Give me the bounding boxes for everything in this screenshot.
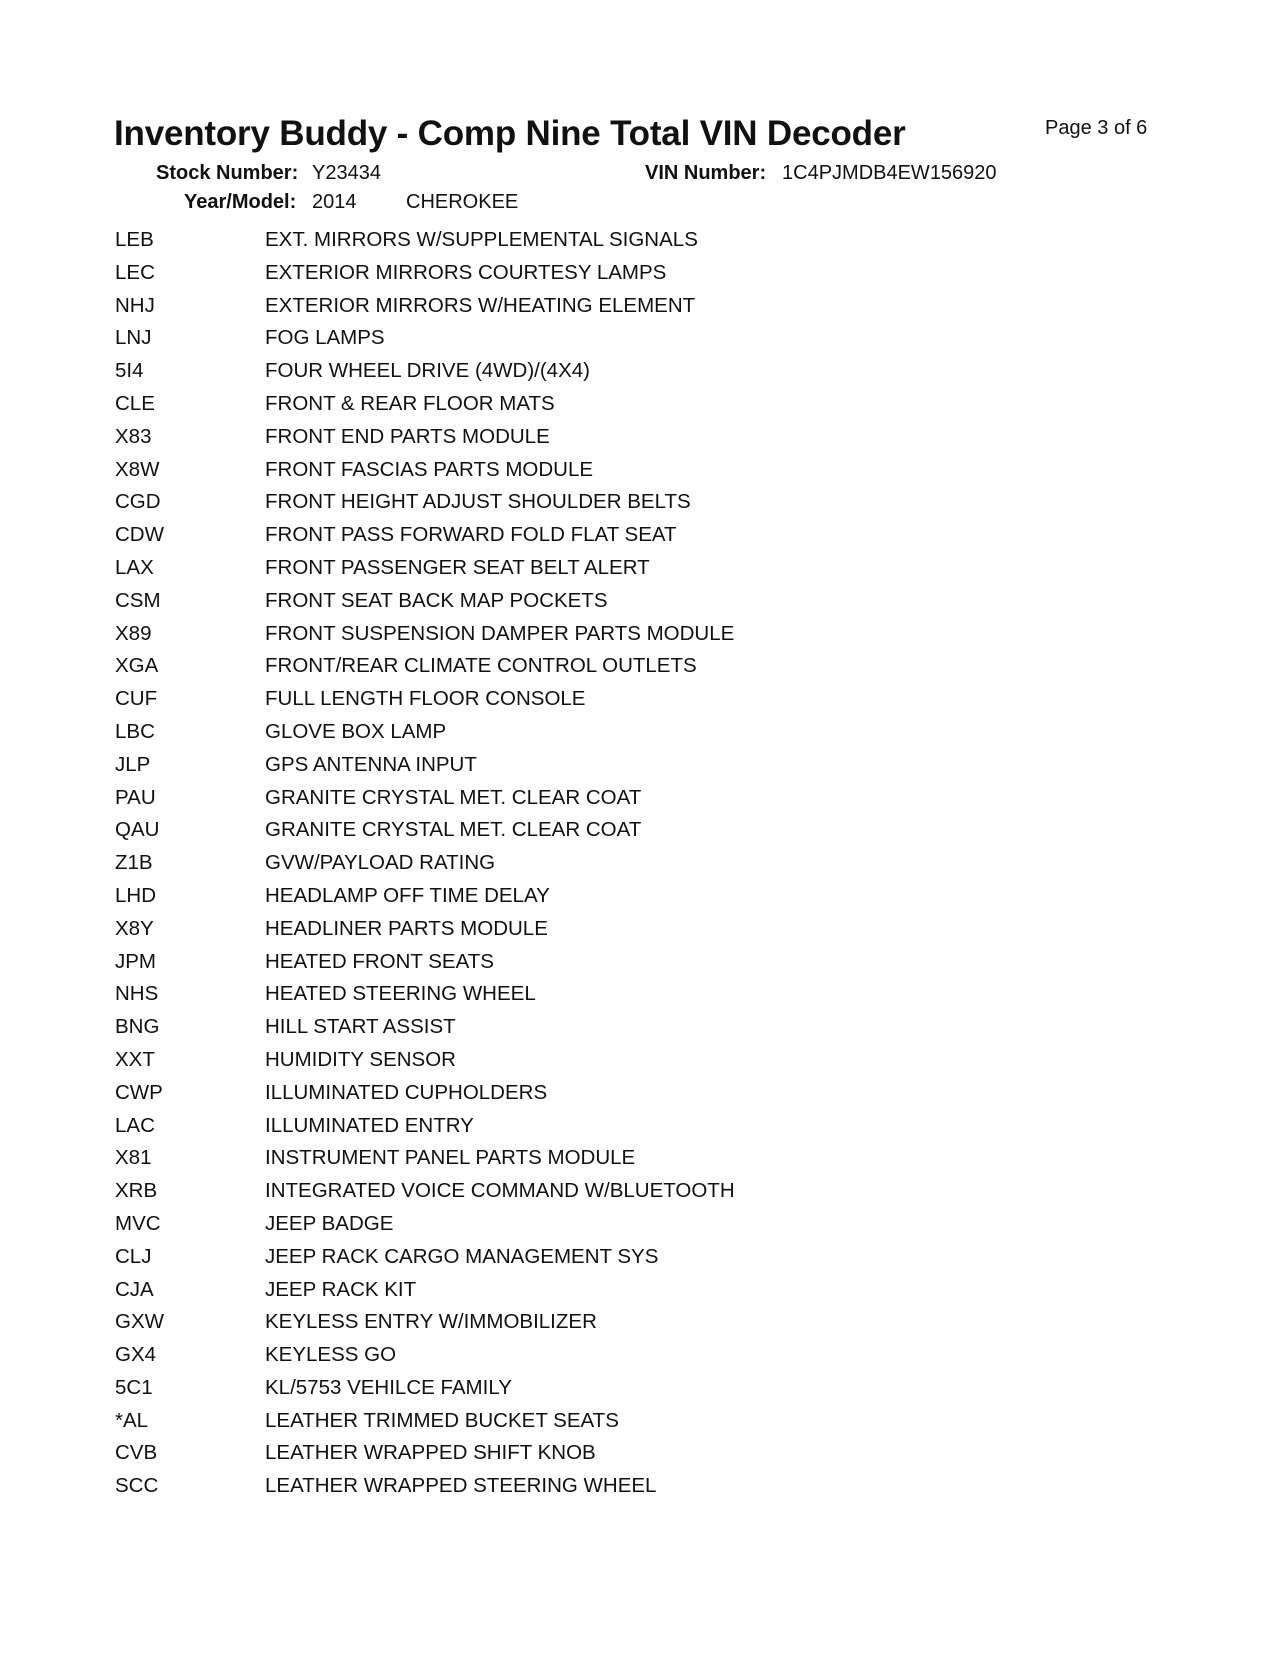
- option-row: [0, 1310, 1280, 1343]
- option-code: XGA: [115, 654, 159, 678]
- page-title: Inventory Buddy - Comp Nine Total VIN Decoder: [114, 114, 906, 153]
- model-value: CHEROKEE: [406, 191, 519, 213]
- option-description: LEATHER WRAPPED SHIFT KNOB: [265, 1441, 596, 1465]
- option-description: EXTERIOR MIRRORS W/HEATING ELEMENT: [265, 293, 696, 317]
- option-description: LEATHER TRIMMED BUCKET SEATS: [265, 1408, 619, 1432]
- option-description: FOG LAMPS: [265, 326, 385, 350]
- option-row: [0, 622, 1280, 655]
- year-model-label: Year/Model:: [184, 191, 297, 213]
- option-code: CLJ: [115, 1244, 152, 1268]
- option-code: CWP: [115, 1080, 163, 1104]
- option-description: HEADLINER PARTS MODULE: [265, 916, 548, 940]
- option-code: CVB: [115, 1441, 158, 1465]
- option-code: CJA: [115, 1277, 154, 1301]
- option-code: Z1B: [115, 851, 153, 875]
- page-indicator: Page 3 of 6: [1045, 117, 1148, 139]
- option-description: GRANITE CRYSTAL MET. CLEAR COAT: [265, 785, 642, 809]
- option-row: [0, 261, 1280, 294]
- option-code: X81: [115, 1146, 152, 1170]
- option-row: [0, 753, 1280, 786]
- option-code: CLE: [115, 391, 155, 415]
- option-code: JLP: [115, 752, 151, 776]
- option-description: FRONT PASSENGER SEAT BELT ALERT: [265, 555, 650, 579]
- option-row: [0, 1376, 1280, 1409]
- option-row: [0, 1114, 1280, 1147]
- option-code: CSM: [115, 588, 161, 612]
- option-row: [0, 523, 1280, 556]
- option-code: XRB: [115, 1179, 158, 1203]
- option-row: [0, 1441, 1280, 1474]
- option-code: CUF: [115, 687, 158, 711]
- option-row: [0, 1146, 1280, 1179]
- option-code: GX4: [115, 1343, 157, 1367]
- option-description: FRONT SEAT BACK MAP POCKETS: [265, 588, 608, 612]
- option-code: PAU: [115, 785, 156, 809]
- option-description: FRONT END PARTS MODULE: [265, 424, 550, 448]
- option-row: [0, 687, 1280, 720]
- option-row: [0, 654, 1280, 687]
- option-code: LBC: [115, 719, 155, 743]
- option-code: LEC: [115, 260, 155, 284]
- option-description: HEATED FRONT SEATS: [265, 949, 494, 973]
- option-code: X89: [115, 621, 152, 645]
- option-code: X8W: [115, 457, 160, 481]
- option-code: LEB: [115, 228, 154, 251]
- year-value: 2014: [312, 191, 357, 213]
- option-code: X8Y: [115, 916, 154, 940]
- option-row: [0, 884, 1280, 917]
- option-description: GRANITE CRYSTAL MET. CLEAR COAT: [265, 818, 642, 842]
- option-description: FOUR WHEEL DRIVE (4WD)/(4X4): [265, 359, 590, 383]
- option-row: [0, 1212, 1280, 1245]
- option-code: 5C1: [115, 1375, 153, 1399]
- option-code: JPM: [115, 949, 156, 973]
- option-description: JEEP RACK KIT: [265, 1277, 417, 1301]
- option-description: FULL LENGTH FLOOR CONSOLE: [265, 687, 586, 711]
- option-row: [0, 490, 1280, 523]
- option-code: GXW: [115, 1310, 164, 1334]
- option-code: LAC: [115, 1113, 155, 1137]
- option-row: [0, 851, 1280, 884]
- option-description: JEEP RACK CARGO MANAGEMENT SYS: [265, 1244, 659, 1268]
- option-description: INTEGRATED VOICE COMMAND W/BLUETOOTH: [265, 1179, 735, 1203]
- option-description: HEADLAMP OFF TIME DELAY: [265, 883, 550, 907]
- option-description: INSTRUMENT PANEL PARTS MODULE: [265, 1146, 636, 1170]
- option-description: KEYLESS GO: [265, 1343, 397, 1367]
- option-description: FRONT & REAR FLOOR MATS: [265, 391, 555, 415]
- option-description: KEYLESS ENTRY W/IMMOBILIZER: [265, 1310, 597, 1334]
- option-description: FRONT PASS FORWARD FOLD FLAT SEAT: [265, 523, 677, 547]
- option-row: [0, 917, 1280, 950]
- option-code: CGD: [115, 490, 161, 514]
- option-code: XXT: [115, 1047, 155, 1071]
- option-row: [0, 556, 1280, 589]
- option-code: NHS: [115, 982, 159, 1006]
- option-row: [0, 458, 1280, 491]
- vin-number-value: 1C4PJMDB4EW156920: [782, 162, 997, 184]
- option-code: NHJ: [115, 293, 155, 317]
- option-row: [0, 1278, 1280, 1311]
- option-code: MVC: [115, 1211, 161, 1235]
- option-row: [0, 1409, 1280, 1442]
- option-row: [0, 1015, 1280, 1048]
- option-description: FRONT/REAR CLIMATE CONTROL OUTLETS: [265, 654, 697, 678]
- option-row: [0, 1343, 1280, 1376]
- option-row: [0, 326, 1280, 359]
- option-code: QAU: [115, 818, 160, 842]
- option-description: ILLUMINATED ENTRY: [265, 1113, 474, 1137]
- option-row: [0, 1081, 1280, 1114]
- option-row: [0, 982, 1280, 1015]
- option-description: EXTERIOR MIRRORS COURTESY LAMPS: [265, 260, 667, 284]
- option-code: BNG: [115, 1015, 160, 1039]
- option-code: X83: [115, 424, 152, 448]
- option-code: 5I4: [115, 359, 144, 383]
- option-row: [0, 392, 1280, 425]
- option-row: [0, 359, 1280, 392]
- option-description: HILL START ASSIST: [265, 1015, 456, 1039]
- option-row: [0, 1474, 1280, 1507]
- option-description: ILLUMINATED CUPHOLDERS: [265, 1080, 548, 1104]
- option-row: [0, 720, 1280, 753]
- option-row: [0, 950, 1280, 983]
- option-description: EXT. MIRRORS W/SUPPLEMENTAL SIGNALS: [265, 228, 698, 251]
- option-row: [0, 228, 1280, 261]
- option-description: HUMIDITY SENSOR: [265, 1047, 456, 1071]
- option-description: FRONT FASCIAS PARTS MODULE: [265, 457, 594, 481]
- option-row: [0, 1179, 1280, 1212]
- option-code: LHD: [115, 883, 157, 907]
- option-description: LEATHER WRAPPED STEERING WHEEL: [265, 1474, 657, 1498]
- option-row: [0, 1245, 1280, 1278]
- option-code: LNJ: [115, 326, 152, 350]
- option-code: CDW: [115, 523, 164, 547]
- option-code: *AL: [115, 1408, 149, 1432]
- option-code: LAX: [115, 555, 154, 579]
- option-description: KL/5753 VEHILCE FAMILY: [265, 1375, 512, 1399]
- stock-number-label: Stock Number:: [156, 162, 299, 184]
- option-description: JEEP BADGE: [265, 1211, 394, 1235]
- option-code-list: [0, 228, 1280, 1507]
- option-description: GLOVE BOX LAMP: [265, 719, 447, 743]
- option-description: GVW/PAYLOAD RATING: [265, 851, 496, 875]
- option-row: [0, 818, 1280, 851]
- stock-number-value: Y23434: [312, 162, 381, 184]
- vin-number-label: VIN Number:: [645, 162, 767, 184]
- option-description: FRONT HEIGHT ADJUST SHOULDER BELTS: [265, 490, 691, 514]
- option-description: FRONT SUSPENSION DAMPER PARTS MODULE: [265, 621, 735, 645]
- option-row: [0, 786, 1280, 819]
- option-code: SCC: [115, 1474, 159, 1498]
- option-description: HEATED STEERING WHEEL: [265, 982, 536, 1006]
- option-row: [0, 589, 1280, 622]
- option-row: [0, 294, 1280, 327]
- option-description: GPS ANTENNA INPUT: [265, 752, 477, 776]
- option-row: [0, 425, 1280, 458]
- option-row: [0, 1048, 1280, 1081]
